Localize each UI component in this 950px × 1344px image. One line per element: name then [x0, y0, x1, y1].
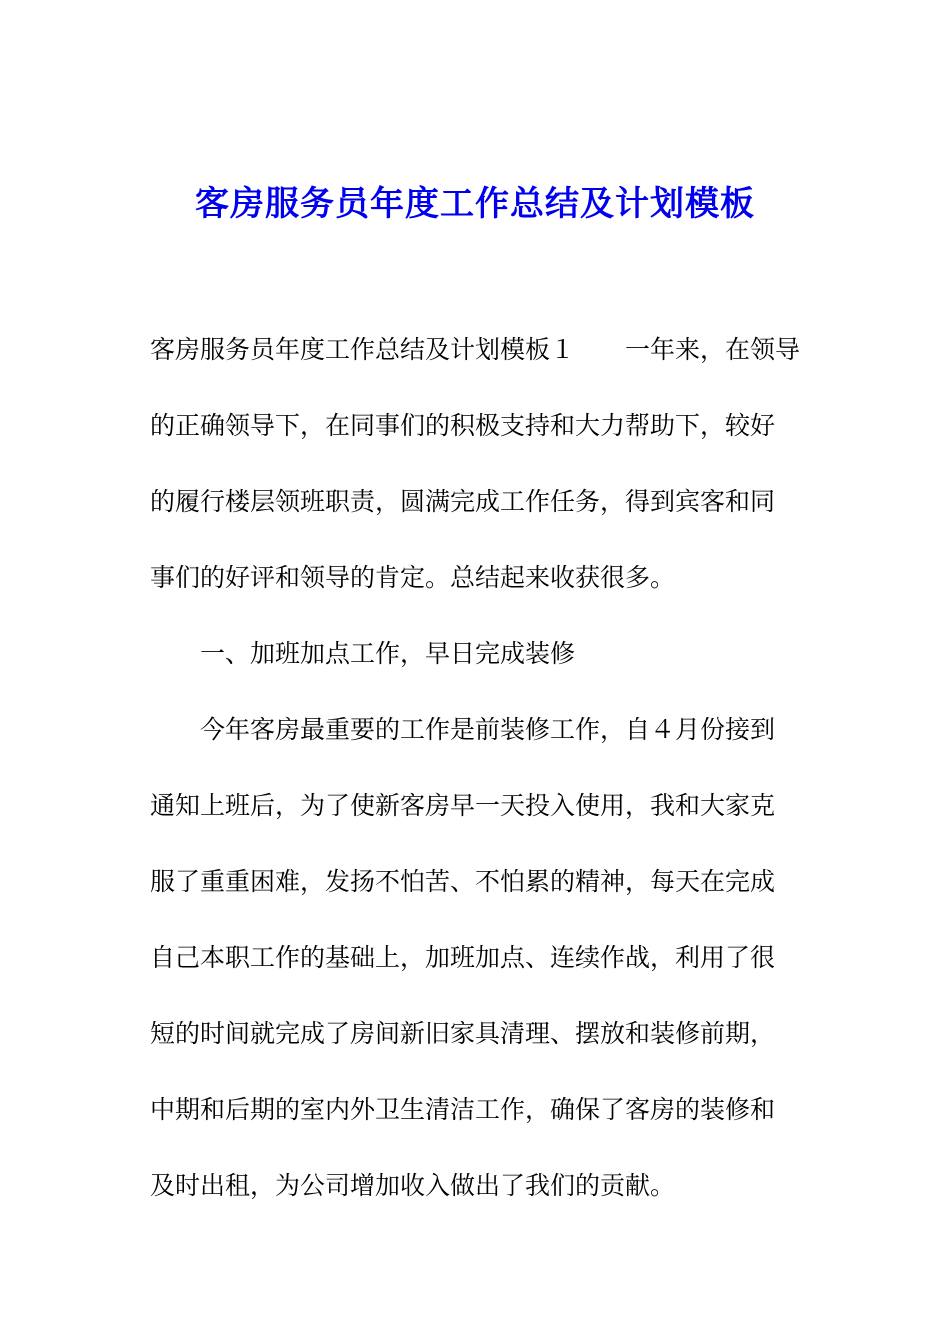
- body-line: 短的时间就完成了房间新旧家具清理、摆放和装修前期，: [150, 1019, 776, 1048]
- body-line: 中期和后期的室内外卫生清洁工作，确保了客房的装修和: [150, 1095, 776, 1124]
- document-body: [150, 312, 810, 1224]
- body-line: 事们的好评和领导的肯定。总结起来收获很多。: [150, 563, 676, 592]
- body-line: 今年客房最重要的工作是前装修工作，自４月份接到: [200, 715, 776, 744]
- section-heading: 一、加班加点工作，早日完成装修: [200, 639, 576, 668]
- body-line: 服了重重困难，发扬不怕苦、不怕累的精神，每天在完成: [150, 867, 776, 896]
- body-line: 的正确领导下，在同事们的积极支持和大力帮助下，较好: [150, 411, 776, 440]
- body-line: 客房服务员年度工作总结及计划模板１ 一年来，在领导: [150, 335, 801, 364]
- document-title: 客房服务员年度工作总结及计划模板: [195, 184, 755, 224]
- body-line: 通知上班后，为了使新客房早一天投入使用，我和大家克: [150, 791, 776, 820]
- body-line: 的履行楼层领班职责，圆满完成工作任务，得到宾客和同: [150, 487, 776, 516]
- body-line: 及时出租，为公司增加收入做出了我们的贡献。: [150, 1171, 676, 1200]
- body-line: 自己本职工作的基础上，加班加点、连续作战，利用了很: [150, 943, 776, 972]
